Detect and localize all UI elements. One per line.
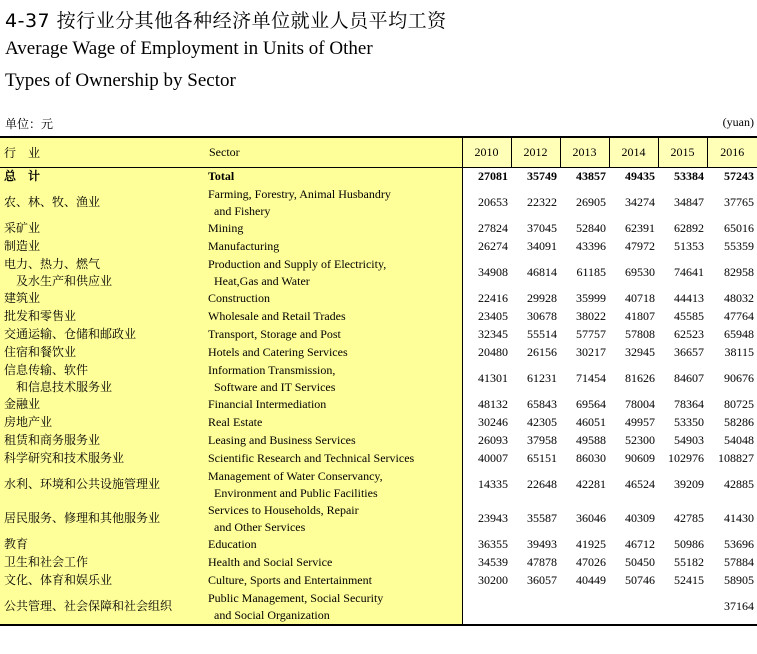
- sector-name-english-line: Public Management, Social Security: [208, 590, 384, 605]
- wage-value-cell: 49435: [609, 167, 658, 186]
- wage-value-cell: 20653: [462, 186, 511, 220]
- wage-value-cell: 30200: [462, 572, 511, 590]
- wage-value-cell: 62523: [658, 326, 707, 344]
- wage-value-cell: 40449: [560, 572, 609, 590]
- sector-name-english-line: and Other Services: [214, 519, 306, 534]
- wage-value-cell: 30246: [462, 414, 511, 432]
- wage-value-cell: 46051: [560, 414, 609, 432]
- unit-label-chinese: 单位：元: [5, 117, 54, 131]
- wage-value-cell: 47972: [609, 238, 658, 256]
- sector-name-chinese-line: 制造业: [4, 239, 41, 253]
- wage-value-cell: 47026: [560, 554, 609, 572]
- wage-value-cell: 29928: [511, 290, 560, 308]
- wage-value-cell: 22322: [511, 186, 560, 220]
- wage-value-cell: 71454: [560, 362, 609, 396]
- sector-name-english: [205, 468, 462, 502]
- wage-value-cell: 65151: [511, 450, 560, 468]
- sector-name-english-line: Scientific Research and Technical Services: [208, 451, 415, 465]
- wage-value-cell: 39209: [658, 468, 707, 502]
- header-year: 2013: [560, 137, 609, 167]
- wage-value-cell: 54903: [658, 432, 707, 450]
- table-row: [0, 326, 757, 344]
- wage-value-cell: 50986: [658, 536, 707, 554]
- wage-value-cell: 53696: [707, 536, 757, 554]
- sector-name-chinese: [0, 502, 205, 536]
- sector-name-chinese: [0, 308, 205, 326]
- wage-value-cell: [658, 590, 707, 625]
- wage-value-cell: 23405: [462, 308, 511, 326]
- sector-name-chinese-line: 及水生产和供应业: [16, 273, 113, 288]
- sector-name-chinese-line: 教育: [4, 537, 29, 551]
- wage-value-cell: 78364: [658, 396, 707, 414]
- wage-value-cell: 48132: [462, 396, 511, 414]
- wage-value-cell: 52300: [609, 432, 658, 450]
- table-row: [0, 186, 757, 220]
- wage-value-cell: 58905: [707, 572, 757, 590]
- sector-name-english: [205, 344, 462, 362]
- wage-value-cell: 37765: [707, 186, 757, 220]
- wage-value-cell: [511, 590, 560, 625]
- sector-name-chinese: [0, 468, 205, 502]
- wage-value-cell: 61231: [511, 362, 560, 396]
- sector-name-english-line: Education: [208, 537, 257, 551]
- table-row: [0, 167, 757, 186]
- wage-value-cell: 42885: [707, 468, 757, 502]
- wage-value-cell: 52840: [560, 220, 609, 238]
- wage-value-cell: 34539: [462, 554, 511, 572]
- table-row: [0, 590, 757, 625]
- wage-value-cell: 108827: [707, 450, 757, 468]
- header-year: 2015: [658, 137, 707, 167]
- wage-value-cell: 22416: [462, 290, 511, 308]
- wage-value-cell: 62892: [658, 220, 707, 238]
- wage-value-cell: 61185: [560, 256, 609, 290]
- sector-name-english-line: Information Transmission,: [208, 362, 336, 377]
- wage-value-cell: 26905: [560, 186, 609, 220]
- sector-name-chinese: [0, 186, 205, 220]
- sector-name-english-line: Financial Intermediation: [208, 397, 327, 411]
- table-row: [0, 362, 757, 396]
- table-row: [0, 290, 757, 308]
- wage-value-cell: 27081: [462, 167, 511, 186]
- sector-name-english-line: Management of Water Conservancy,: [208, 468, 383, 483]
- wage-value-cell: 69564: [560, 396, 609, 414]
- sector-name-english: [205, 256, 462, 290]
- wage-value-cell: 26156: [511, 344, 560, 362]
- sector-name-chinese-line: 建筑业: [4, 291, 41, 305]
- wage-value-cell: 37958: [511, 432, 560, 450]
- wage-value-cell: [560, 590, 609, 625]
- wage-value-cell: 57243: [707, 167, 757, 186]
- wage-value-cell: 52415: [658, 572, 707, 590]
- wage-value-cell: 46524: [609, 468, 658, 502]
- sector-name-chinese: [0, 396, 205, 414]
- sector-name-english-line: Leasing and Business Services: [208, 433, 356, 447]
- sector-name-english-line: Services to Households, Repair: [208, 502, 359, 517]
- sector-name-english-line: Construction: [208, 291, 270, 305]
- wage-value-cell: 36046: [560, 502, 609, 536]
- sector-name-english-line: Production and Supply of Electricity,: [208, 256, 387, 271]
- sector-name-english-line: Transport, Storage and Post: [208, 327, 341, 341]
- wage-value-cell: 47764: [707, 308, 757, 326]
- wage-value-cell: 46712: [609, 536, 658, 554]
- wage-value-cell: 41925: [560, 536, 609, 554]
- table-row: [0, 502, 757, 536]
- sector-name-english-line: Software and IT Services: [214, 379, 336, 394]
- table-row: [0, 468, 757, 502]
- wage-value-cell: [462, 590, 511, 625]
- sector-name-chinese: [0, 220, 205, 238]
- header-year: 2016: [707, 137, 757, 167]
- sector-name-english-line: Heat,Gas and Water: [214, 273, 310, 288]
- sector-name-english: [205, 186, 462, 220]
- table-title-english-line2: Types of Ownership by Sector: [5, 70, 236, 91]
- wage-value-cell: 40007: [462, 450, 511, 468]
- wage-value-cell: 42281: [560, 468, 609, 502]
- table-row: [0, 414, 757, 432]
- wage-value-cell: 42785: [658, 502, 707, 536]
- wage-value-cell: 41807: [609, 308, 658, 326]
- table-row: [0, 432, 757, 450]
- sector-name-chinese-line: 采矿业: [4, 221, 41, 235]
- wage-value-cell: 69530: [609, 256, 658, 290]
- sector-name-english: [205, 572, 462, 590]
- table-row: [0, 344, 757, 362]
- wage-value-cell: 36355: [462, 536, 511, 554]
- wage-value-cell: 82958: [707, 256, 757, 290]
- wage-value-cell: 35999: [560, 290, 609, 308]
- wage-value-cell: 38022: [560, 308, 609, 326]
- sector-name-chinese-line: 农、林、牧、渔业: [4, 195, 101, 209]
- wage-value-cell: 14335: [462, 468, 511, 502]
- table-row: [0, 572, 757, 590]
- sector-name-english: [205, 308, 462, 326]
- wage-value-cell: 45585: [658, 308, 707, 326]
- table-row: [0, 396, 757, 414]
- wage-value-cell: 65948: [707, 326, 757, 344]
- wage-table-container: [0, 136, 757, 626]
- sector-name-english: [205, 590, 462, 625]
- sector-name-english-line: Environment and Public Facilities: [214, 485, 378, 500]
- wage-value-cell: 20480: [462, 344, 511, 362]
- wage-value-cell: 55359: [707, 238, 757, 256]
- sector-name-english-line: Culture, Sports and Entertainment: [208, 573, 372, 587]
- sector-name-english: [205, 326, 462, 344]
- wage-value-cell: 22648: [511, 468, 560, 502]
- wage-value-cell: 37164: [707, 590, 757, 625]
- sector-name-chinese: [0, 572, 205, 590]
- wage-value-cell: 30217: [560, 344, 609, 362]
- sector-name-chinese-line: 租赁和商务服务业: [4, 433, 101, 447]
- sector-name-chinese-line: 卫生和社会工作: [4, 555, 89, 569]
- sector-name-chinese-line: 文化、体育和娱乐业: [4, 573, 113, 587]
- table-row: [0, 450, 757, 468]
- wage-value-cell: 50450: [609, 554, 658, 572]
- header-year: 2014: [609, 137, 658, 167]
- wage-value-cell: 55514: [511, 326, 560, 344]
- sector-name-chinese: [0, 362, 205, 396]
- table-row: [0, 238, 757, 256]
- table-title-english-line1: Average Wage of Employment in Units of Other: [5, 38, 373, 59]
- wage-value-cell: 30678: [511, 308, 560, 326]
- wage-value-cell: 74641: [658, 256, 707, 290]
- wage-value-cell: 90609: [609, 450, 658, 468]
- sector-name-english: [205, 450, 462, 468]
- sector-name-chinese: [0, 238, 205, 256]
- sector-name-chinese: [0, 256, 205, 290]
- sector-name-chinese-line: 交通运输、仓储和邮政业: [4, 327, 137, 341]
- wage-value-cell: 54048: [707, 432, 757, 450]
- table-row: [0, 536, 757, 554]
- sector-name-english: [205, 432, 462, 450]
- wage-value-cell: 27824: [462, 220, 511, 238]
- wage-value-cell: 43857: [560, 167, 609, 186]
- wage-value-cell: 50746: [609, 572, 658, 590]
- sector-name-english: [205, 536, 462, 554]
- sector-name-english: [205, 396, 462, 414]
- sector-name-chinese-line: 信息传输、软件: [4, 362, 89, 377]
- sector-name-english-line: Health and Social Service: [208, 555, 333, 569]
- unit-label-english: (yuan): [722, 115, 754, 129]
- sector-name-english-line: and Fishery: [214, 203, 271, 218]
- wage-value-cell: 90676: [707, 362, 757, 396]
- wage-value-cell: 55182: [658, 554, 707, 572]
- wage-value-cell: 47878: [511, 554, 560, 572]
- wage-value-cell: 84607: [658, 362, 707, 396]
- table-row: [0, 220, 757, 238]
- wage-value-cell: 26093: [462, 432, 511, 450]
- wage-value-cell: 57808: [609, 326, 658, 344]
- sector-name-chinese-line: 房地产业: [4, 415, 53, 429]
- wage-value-cell: 46814: [511, 256, 560, 290]
- wage-value-cell: 39493: [511, 536, 560, 554]
- wage-table: [0, 136, 757, 626]
- wage-value-cell: 81626: [609, 362, 658, 396]
- sector-name-chinese: [0, 554, 205, 572]
- wage-value-cell: 35749: [511, 167, 560, 186]
- sector-name-english-line: and Social Organization: [214, 607, 330, 622]
- wage-value-cell: 102976: [658, 450, 707, 468]
- sector-name-english: [205, 167, 462, 186]
- wage-value-cell: 38115: [707, 344, 757, 362]
- sector-name-chinese-line: 公共管理、社会保障和社会组织: [4, 599, 173, 613]
- wage-value-cell: 86030: [560, 450, 609, 468]
- wage-value-cell: 37045: [511, 220, 560, 238]
- header-sector-english: Sector: [205, 137, 462, 167]
- wage-value-cell: 42305: [511, 414, 560, 432]
- wage-value-cell: 34274: [609, 186, 658, 220]
- wage-value-cell: 34847: [658, 186, 707, 220]
- sector-name-chinese-line: 批发和零售业: [4, 309, 77, 323]
- wage-value-cell: 36057: [511, 572, 560, 590]
- sector-name-chinese-line: 水利、环境和公共设施管理业: [4, 477, 161, 491]
- sector-name-english-line: Hotels and Catering Services: [208, 345, 348, 359]
- sector-name-chinese-line: 居民服务、修理和其他服务业: [4, 511, 161, 525]
- header-sector-chinese: 行 业: [0, 137, 205, 167]
- sector-name-english-line: Wholesale and Retail Trades: [208, 309, 346, 323]
- wage-value-cell: 23943: [462, 502, 511, 536]
- wage-value-cell: 80725: [707, 396, 757, 414]
- wage-value-cell: 65843: [511, 396, 560, 414]
- sector-name-chinese: [0, 590, 205, 625]
- wage-value-cell: 49588: [560, 432, 609, 450]
- wage-value-cell: 34908: [462, 256, 511, 290]
- table-row: [0, 308, 757, 326]
- wage-value-cell: 34091: [511, 238, 560, 256]
- wage-value-cell: 48032: [707, 290, 757, 308]
- table-title-chinese: 4-37 按行业分其他各种经济单位就业人员平均工资: [5, 10, 447, 32]
- sector-name-chinese: [0, 432, 205, 450]
- sector-name-chinese: [0, 326, 205, 344]
- sector-name-english: [205, 554, 462, 572]
- sector-name-chinese: [0, 414, 205, 432]
- sector-name-chinese-line: 和信息技术服务业: [16, 379, 113, 394]
- wage-value-cell: 65016: [707, 220, 757, 238]
- wage-value-cell: 44413: [658, 290, 707, 308]
- wage-value-cell: 51353: [658, 238, 707, 256]
- sector-name-chinese-line: 科学研究和技术服务业: [4, 451, 125, 465]
- wage-value-cell: 58286: [707, 414, 757, 432]
- sector-name-chinese-line: 金融业: [4, 397, 41, 411]
- wage-value-cell: [609, 590, 658, 625]
- sector-name-english: [205, 290, 462, 308]
- wage-value-cell: 41301: [462, 362, 511, 396]
- header-year: 2012: [511, 137, 560, 167]
- header-year: 2010: [462, 137, 511, 167]
- wage-value-cell: 62391: [609, 220, 658, 238]
- wage-value-cell: 53350: [658, 414, 707, 432]
- sector-name-english: [205, 502, 462, 536]
- table-body: [0, 167, 757, 625]
- wage-value-cell: 57884: [707, 554, 757, 572]
- sector-name-english: [205, 362, 462, 396]
- sector-name-chinese-line: 总 计: [4, 169, 41, 183]
- wage-value-cell: 78004: [609, 396, 658, 414]
- sector-name-english-line: Total: [208, 169, 235, 183]
- sector-name-chinese: [0, 450, 205, 468]
- sector-name-english-line: Mining: [208, 221, 244, 235]
- sector-name-english: [205, 238, 462, 256]
- wage-value-cell: 49957: [609, 414, 658, 432]
- table-row: [0, 554, 757, 572]
- wage-value-cell: 53384: [658, 167, 707, 186]
- sector-name-english-line: Manufacturing: [208, 239, 280, 253]
- sector-name-english-line: Real Estate: [208, 415, 263, 429]
- table-header-row: [0, 137, 757, 167]
- sector-name-english-line: Farming, Forestry, Animal Husbandry: [208, 186, 391, 201]
- wage-value-cell: 26274: [462, 238, 511, 256]
- wage-value-cell: 32945: [609, 344, 658, 362]
- sector-name-chinese: [0, 290, 205, 308]
- wage-value-cell: 40309: [609, 502, 658, 536]
- wage-value-cell: 41430: [707, 502, 757, 536]
- sector-name-chinese: [0, 344, 205, 362]
- table-row: [0, 256, 757, 290]
- sector-name-english: [205, 414, 462, 432]
- wage-value-cell: 40718: [609, 290, 658, 308]
- wage-value-cell: 43396: [560, 238, 609, 256]
- wage-value-cell: 36657: [658, 344, 707, 362]
- wage-value-cell: 35587: [511, 502, 560, 536]
- wage-value-cell: 32345: [462, 326, 511, 344]
- sector-name-chinese-line: 电力、热力、燃气: [4, 256, 101, 271]
- sector-name-chinese: [0, 536, 205, 554]
- sector-name-english: [205, 220, 462, 238]
- wage-value-cell: 57757: [560, 326, 609, 344]
- sector-name-chinese: [0, 167, 205, 186]
- sector-name-chinese-line: 住宿和餐饮业: [4, 345, 77, 359]
